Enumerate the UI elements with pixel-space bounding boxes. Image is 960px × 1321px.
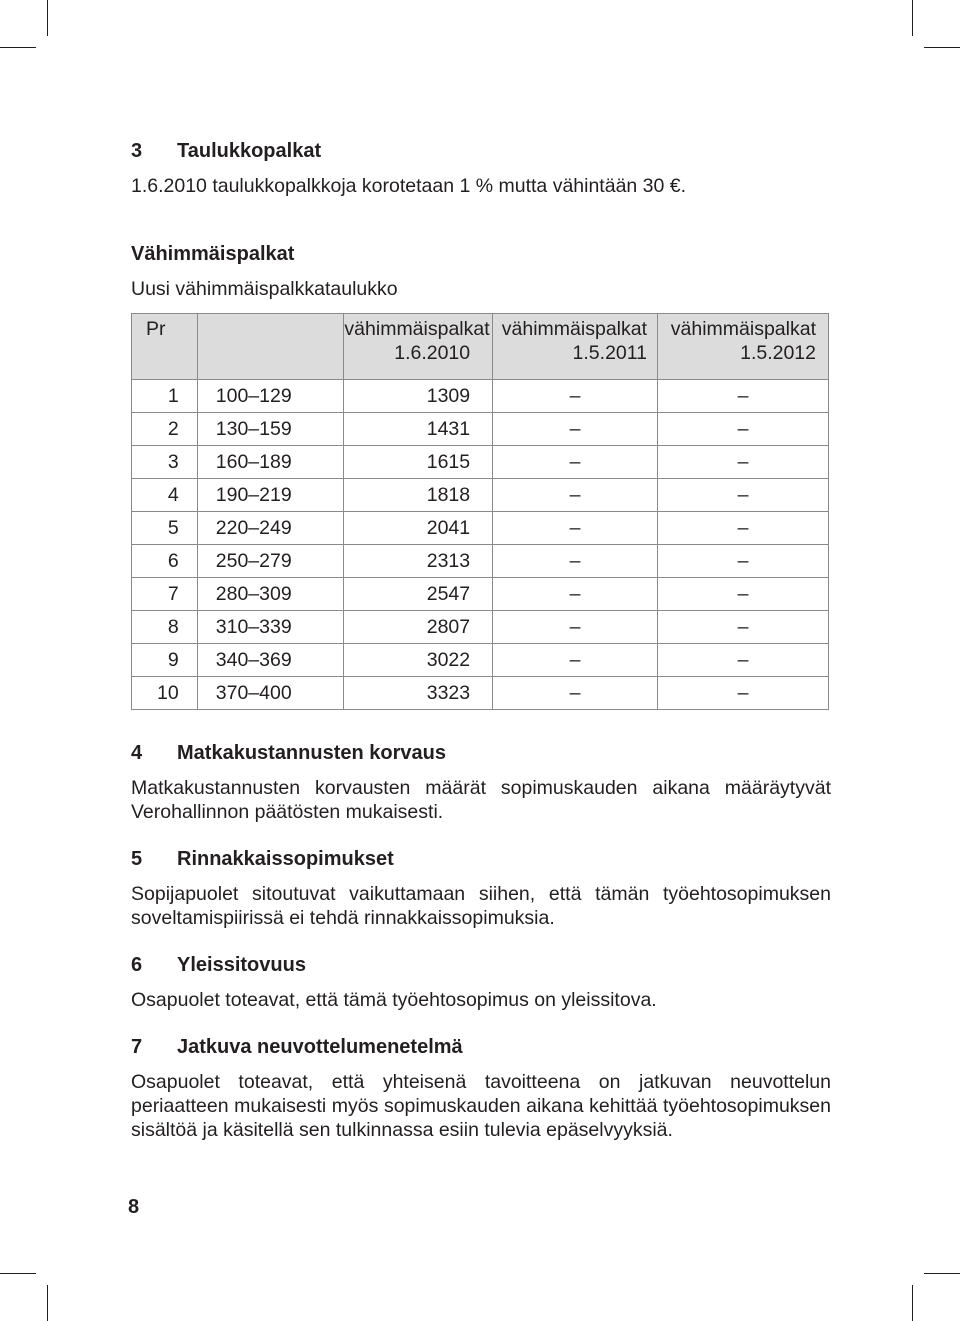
- cell-wage-2010: 2041: [344, 512, 493, 545]
- cell-pr: 9: [132, 644, 198, 677]
- header-wage-2011: vähimmäispalkat 1.5.2011: [493, 314, 658, 380]
- section-title: Rinnakkaissopimukset: [177, 848, 394, 870]
- cell-wage-2010: 1309: [344, 380, 493, 413]
- cell-wage-2010: 2313: [344, 545, 493, 578]
- cell-range: 190–219: [197, 479, 344, 512]
- section-title: Yleissitovuus: [177, 954, 306, 976]
- table-row: [132, 644, 829, 677]
- cell-wage-2011: –: [493, 644, 658, 677]
- section-6-heading: [131, 952, 831, 978]
- section-number: 6: [131, 954, 143, 976]
- table-row: [132, 413, 829, 446]
- table-row: [132, 611, 829, 644]
- cell-wage-2012: –: [658, 446, 829, 479]
- cell-pr: 10: [132, 677, 198, 710]
- cell-wage-2011: –: [493, 545, 658, 578]
- cell-wage-2010: 3323: [344, 677, 493, 710]
- cell-range: 130–159: [197, 413, 344, 446]
- cell-wage-2012: –: [658, 479, 829, 512]
- section-title: Taulukkopalkat: [177, 140, 322, 162]
- minimum-wage-table: [131, 313, 829, 710]
- section-4-heading: [131, 740, 831, 766]
- cell-pr: 2: [132, 413, 198, 446]
- cell-pr: 3: [132, 446, 198, 479]
- header-pr: Pr: [132, 314, 198, 380]
- cell-pr: 1: [132, 380, 198, 413]
- table-row: [132, 479, 829, 512]
- cell-wage-2012: –: [658, 644, 829, 677]
- section-number: 4: [131, 742, 143, 764]
- cell-range: 310–339: [197, 611, 344, 644]
- section-5-heading: [131, 846, 831, 872]
- section-7-text: Osapuolet toteavat, että yhteisenä tavoitteena on jatkuvan neuvottelun periaatteen mukaisesti myös sopimuskauden aikana kehittää työehtosopimuksen sisältöä ja käsitellä sen tulkinnassa esiin tulevia epäselvyyksiä.: [131, 1071, 831, 1141]
- cell-wage-2010: 1431: [344, 413, 493, 446]
- cell-range: 250–279: [197, 545, 344, 578]
- cell-wage-2011: –: [493, 446, 658, 479]
- cell-wage-2010: 3022: [344, 644, 493, 677]
- table-row: [132, 545, 829, 578]
- cell-pr: 7: [132, 578, 198, 611]
- cell-range: 160–189: [197, 446, 344, 479]
- section-7-heading: [131, 1034, 831, 1060]
- section-title: Jatkuva neuvottelumenetelmä: [177, 1036, 463, 1058]
- cell-pr: 5: [132, 512, 198, 545]
- crop-mark: [924, 1273, 960, 1274]
- cell-wage-2012: –: [658, 611, 829, 644]
- crop-mark: [912, 1285, 913, 1321]
- header-range: [197, 314, 344, 380]
- minimum-wages-subtitle: Uusi vähimmäispalkkataulukko: [131, 278, 398, 300]
- section-number: 3: [131, 140, 143, 162]
- section-5-text: Sopijapuolet sitoutuvat vaikuttamaan siihen, että tämän työehtosopimuksen soveltamispiirissä ei tehdä rinnakkaissopimuksia.: [131, 883, 831, 929]
- table-row: [132, 446, 829, 479]
- cell-wage-2011: –: [493, 611, 658, 644]
- header-wage-2012: vähimmäispalkat 1.5.2012: [658, 314, 829, 380]
- section-3-text: 1.6.2010 taulukkopalkkoja korotetaan 1 % mutta vähintään 30 €.: [131, 175, 687, 197]
- cell-wage-2011: –: [493, 677, 658, 710]
- crop-mark: [912, 0, 913, 36]
- cell-wage-2012: –: [658, 545, 829, 578]
- cell-pr: 8: [132, 611, 198, 644]
- cell-wage-2010: 2547: [344, 578, 493, 611]
- minimum-wages-heading: Vähimmäispalkat: [131, 243, 295, 265]
- cell-range: 220–249: [197, 512, 344, 545]
- cell-wage-2011: –: [493, 479, 658, 512]
- page-number: 8: [128, 1196, 140, 1218]
- section-number: 7: [131, 1036, 143, 1058]
- table-header-row: [132, 314, 829, 380]
- crop-mark: [47, 1285, 48, 1321]
- cell-wage-2011: –: [493, 578, 658, 611]
- crop-mark: [47, 0, 48, 36]
- cell-pr: 4: [132, 479, 198, 512]
- table-row: [132, 512, 829, 545]
- cell-range: 370–400: [197, 677, 344, 710]
- cell-wage-2011: –: [493, 413, 658, 446]
- header-wage-2010: vähimmäispalkat 1.6.2010: [344, 314, 493, 380]
- crop-mark: [924, 47, 960, 48]
- cell-wage-2012: –: [658, 677, 829, 710]
- table-row: [132, 677, 829, 710]
- crop-mark: [0, 1273, 36, 1274]
- cell-wage-2012: –: [658, 512, 829, 545]
- cell-range: 100–129: [197, 380, 344, 413]
- cell-pr: 6: [132, 545, 198, 578]
- cell-range: 280–309: [197, 578, 344, 611]
- section-6-text: Osapuolet toteavat, että tämä työehtosopimus on yleissitova.: [131, 989, 657, 1011]
- section-3-heading: [131, 138, 831, 164]
- table-row: [132, 578, 829, 611]
- cell-wage-2010: 1818: [344, 479, 493, 512]
- crop-mark: [0, 47, 36, 48]
- cell-wage-2012: –: [658, 380, 829, 413]
- cell-wage-2011: –: [493, 380, 658, 413]
- cell-wage-2010: 1615: [344, 446, 493, 479]
- cell-wage-2012: –: [658, 413, 829, 446]
- table-row: [132, 380, 829, 413]
- document-content: [131, 138, 831, 1142]
- section-title: Matkakustannusten korvaus: [177, 742, 446, 764]
- cell-wage-2011: –: [493, 512, 658, 545]
- cell-wage-2012: –: [658, 578, 829, 611]
- cell-range: 340–369: [197, 644, 344, 677]
- cell-wage-2010: 2807: [344, 611, 493, 644]
- section-4-text: Matkakustannusten korvausten määrät sopimuskauden aikana määräytyvät Verohallinnon päätösten mukaisesti.: [131, 777, 831, 823]
- section-number: 5: [131, 848, 143, 870]
